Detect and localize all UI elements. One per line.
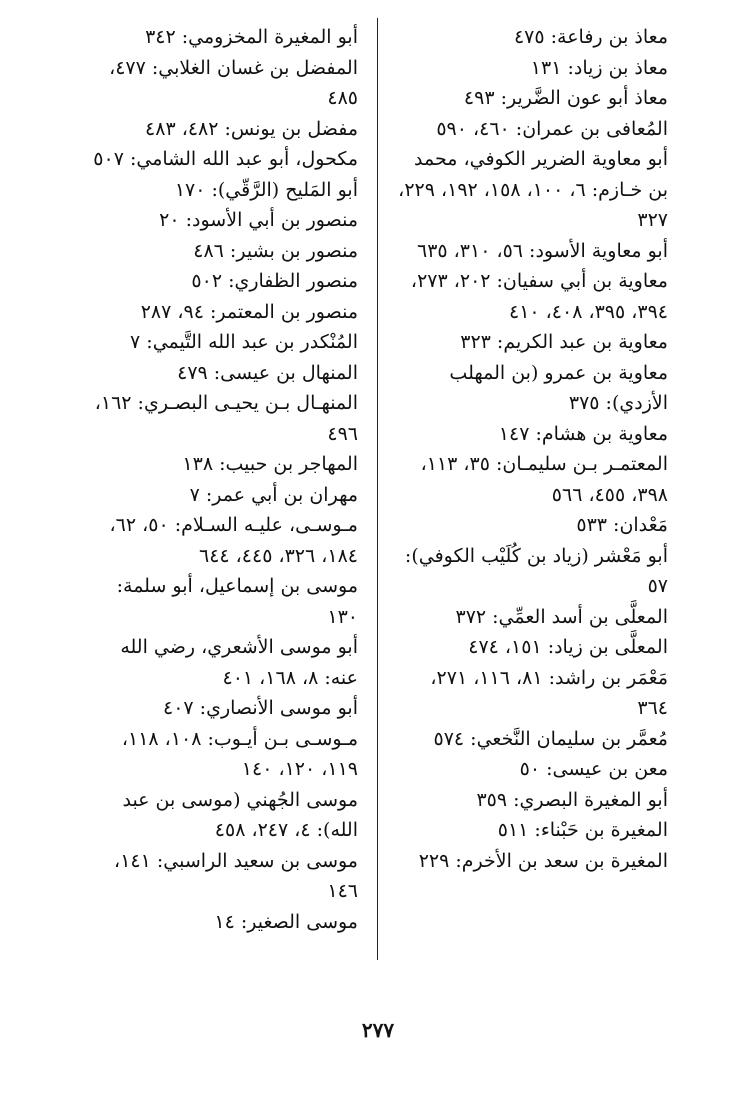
index-entry: موسى بن سعيد الراسبي: ١٤١، ١٤٦ — [114, 849, 358, 902]
index-entry: أبو المغيرة المخزومي: ٣٤٢ — [145, 26, 358, 48]
index-entry: أبو المغيرة البصري: ٣٥٩ — [476, 788, 668, 811]
index-entry: المُعافى بن عمران: ٤٦٠، ٥٩٠ — [436, 117, 668, 140]
index-entry: المهاجر بن حبيب: ١٣٨ — [182, 453, 358, 475]
index-entry: منصور بن المعتمر: ٩٤، ٢٨٧ — [140, 300, 358, 323]
index-entry: منصور الظفاري: ٥٠٢ — [191, 270, 358, 292]
index-entry: مهران بن أبي عمر: ٧ — [189, 483, 358, 506]
index-entry: معاذ أبو عون الضَّرير: ٤٩٣ — [463, 87, 668, 109]
index-entry: معاذ بن رفاعة: ٤٧٥ — [513, 26, 668, 48]
index-entry: مفضل بن يونس: ٤٨٢، ٤٨٣ — [145, 117, 358, 140]
index-entry: معاذ بن زياد: ١٣١ — [530, 56, 668, 79]
index-entry: موسى بن إسماعيل، أبو سلمة: ١٣٠ — [116, 575, 358, 628]
index-column-left — [82, 22, 358, 937]
index-entry: مُعمَّر بن سليمان النَّخعي: ٥٧٤ — [433, 727, 668, 750]
index-entry: المعتمـر بـن سليمـان: ٣٥، ١١٣، ٣٩٨، ٤٥٥، ٥٦٦ — [420, 453, 668, 506]
index-entry: مَعْدان: ٥٣٣ — [576, 514, 668, 536]
page-number: ٢٧٧ — [361, 1018, 395, 1042]
index-entry: معاوية بن عمرو (بن المهلب الأزدي): ٣٧٥ — [449, 361, 668, 414]
index-entry: المُنْكدر بن عبد الله التَّيمي: ٧ — [130, 331, 358, 353]
index-entry: مَعْمَر بن راشد: ٨١، ١١٦، ٢٧١، ٣٦٤ — [430, 666, 668, 719]
index-entry: أبو موسى الأشعري، رضي الله عنه: ٨، ١٦٨، ٤٠١ — [120, 636, 358, 689]
index-entry: المفضل بن غسان الغلابي: ٤٧٧، ٤٨٥ — [109, 56, 358, 109]
index-entry: المغيرة بن حَبْناء: ٥١١ — [497, 819, 668, 841]
index-entry: معاوية بن عبد الكريم: ٣٢٣ — [460, 331, 668, 353]
index-entry: منصور بن أبي الأسود: ٢٠ — [159, 209, 358, 231]
column-divider — [377, 18, 378, 960]
index-entry: منصور بن بشير: ٤٨٦ — [193, 239, 358, 262]
index-entry: أبو المَليح (الرَّقّي): ١٧٠ — [174, 178, 358, 201]
index-entry: أبو معاوية الأسود: ٥٦، ٣١٠، ٦٣٥ — [416, 239, 668, 262]
index-entry: أبو موسى الأنصاري: ٤٠٧ — [163, 697, 358, 719]
index-entry: معاوية بن هشام: ١٤٧ — [498, 422, 668, 445]
index-entry: معاوية بن أبي سفيان: ٢٠٢، ٢٧٣، ٣٩٤، ٣٩٥، ٤٠٨، ٤١٠ — [410, 270, 668, 323]
index-entry: المغيرة بن سعد بن الأخرم: ٢٢٩ — [418, 849, 668, 872]
index-entry: المنهال بن عيسى: ٤٧٩ — [177, 361, 358, 384]
index-entry: المعلَّى بن أسد العمِّي: ٣٧٢ — [455, 605, 668, 628]
index-column-right — [398, 22, 668, 876]
index-entry: المنهـال بـن يحيـى البصـري: ١٦٢، ٤٩٦ — [94, 392, 358, 445]
index-entry: المعلَّى بن زياد: ١٥١، ٤٧٤ — [468, 636, 668, 658]
index-entry: موسى الصغير: ١٤ — [214, 910, 358, 933]
index-entry: موسى الجُهني (موسى بن عبد الله): ٤، ٢٤٧، ٤٥٨ — [122, 788, 358, 841]
index-entry: مكحول، أبو عبد الله الشامي: ٥٠٧ — [93, 148, 358, 170]
index-entry: أبو معاوية الضرير الكوفي، محمد بن خـازم: ٦، ١٠٠، ١٥٨، ١٩٢، ٢٢٩، ٣٢٧ — [398, 148, 668, 231]
index-entry: مـوسـى، عليـه السـلام: ٥٠، ٦٢، ١٨٤، ٣٢٦، ٤٤٥، ٦٤٤ — [109, 514, 358, 567]
index-entry: معن بن عيسى: ٥٠ — [519, 758, 668, 780]
index-entry: أبو مَعْشر (زياد بن كُلَيْب الكوفي): ٥٧ — [404, 544, 668, 597]
index-entry: مـوسـى بـن أيـوب: ١٠٨، ١١٨، ١١٩، ١٢٠، ١٤٠ — [121, 727, 358, 780]
